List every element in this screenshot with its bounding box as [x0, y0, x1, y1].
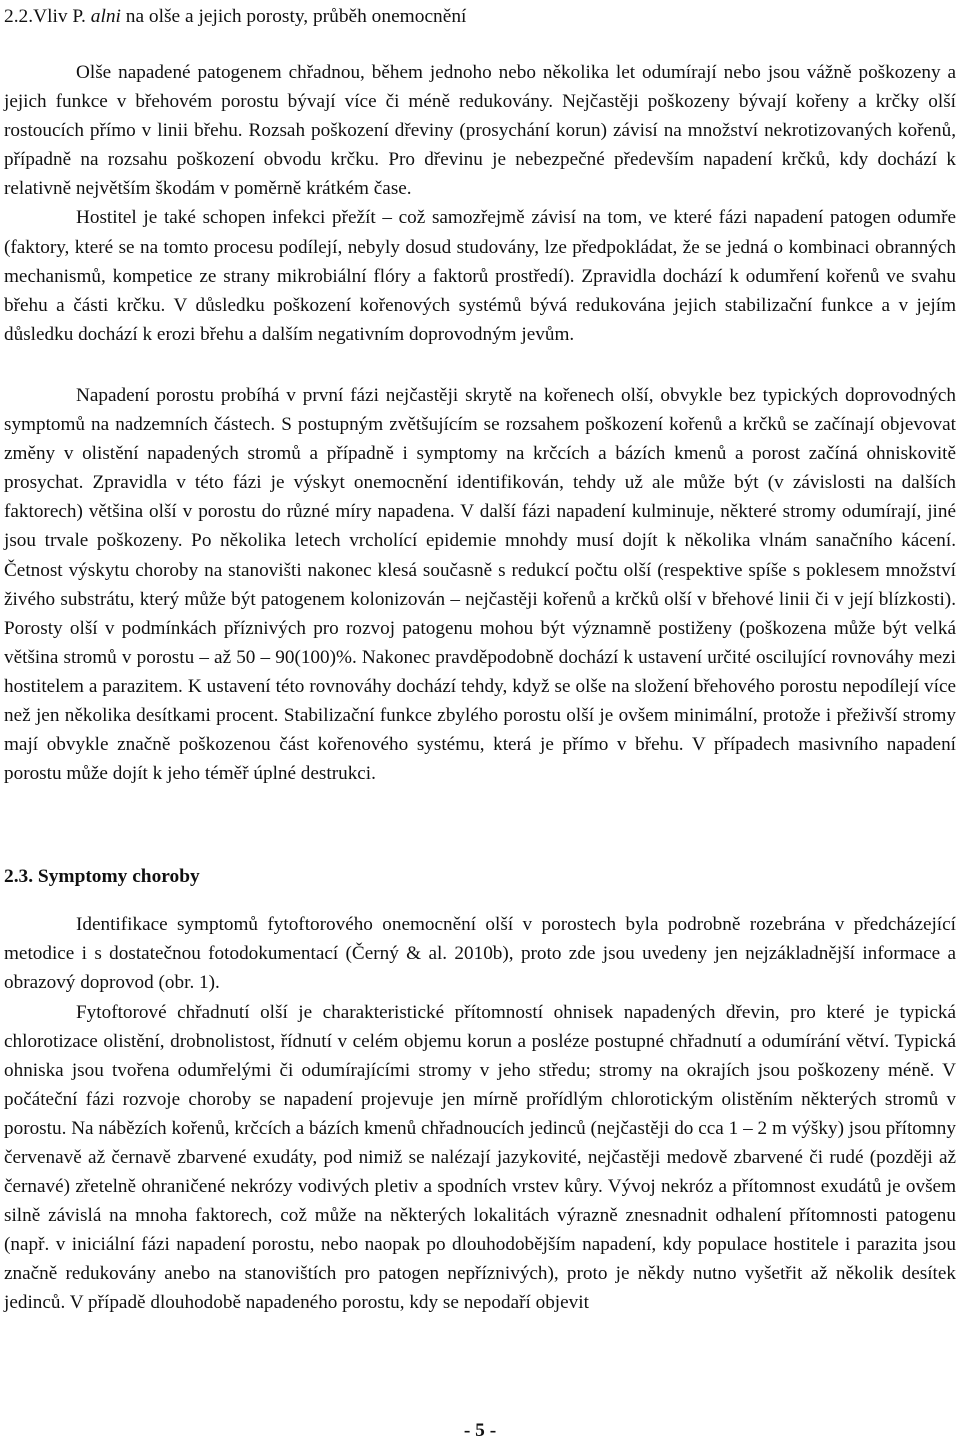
spacer: [4, 788, 956, 860]
section-heading-2-3: 2.3. Symptomy choroby: [4, 866, 200, 888]
heading-prefix: 2.2.Vliv P.: [4, 6, 91, 27]
section-heading-2-2: [4, 0, 956, 34]
heading-suffix: na olše a jejich porosty, průběh onemocnění: [120, 6, 467, 27]
page-number: - 5 -: [463, 1420, 497, 1441]
paragraph-2-2-1: Olše napadené patogenem chřadnou, během jednoho nebo několika let odumírají nebo jsou vážně poškozeny a jejich funkce v břehovém porostu bývají více či méně redukovány. Nejčastěji poškozeny bývají kořeny a krčky olší rostoucích přímo v linii břehu. Rozsah poškození dřeviny (prosychání korun) závisí na množství nekrotizovaných kořenů, případně na rozsahu poškození obvodu krčku. Pro dřevinu je nebezpečné především napadení krčků, kdy dochází k relativně největším škodám v poměrně krátkém čase.: [4, 62, 956, 200]
document-page: [4, 0, 956, 1318]
spacer: [4, 349, 956, 381]
spacer: [4, 894, 956, 910]
paragraph-2-3-2: Fytoftorové chřadnutí olší je charakteristické přítomností ohnisek napadených dřevin, pro které je typická chlorotizace olistění, drobnolistost, řídnutí v celém objemu korun a posléze postupné chřadnutí a odumírání větví. Typická ohniska jsou tvořena odumřelými či odumírajícími stromy v jeho středu; stromy na okrajích jsou poškozeny méně. V počáteční fázi rozvoje choroby se napadení projevuje jen mírně prořídlým chlorotickým olistěním některých stromů v porostu. Na nábězích kořenů, krčcích a bázích kmenů chřadnoucích jedinců (nejčastěji do cca 1 – 2 m výšky) jsou přítomny červenavě až černavě zbarvené exudáty, pod nimiž se nalézají jazykovité, nejčastěji medově zbarvené či rudé (později až černavé) zřetelně ohraničené nekrózy vodivých pletiv a spodních vrstev kůry. Vývoj nekróz a přítomnost exudátů je ovšem silně závislá na mnoha faktorech, což může na některých lokalitách výrazně znesnadnit odhalení přítomnosti patogenu (např. v iniciální fázi napadení porostu, nebo naopak po dlouhodobějším napadení, kdy populace hostitele i parazita jsou značně redukovány anebo na stanovištích pro patogen nepříznivých), proto je někdy nutno vyšetřit až několik desítek jedinců. V případě dlouhodobě napadeného porostu, kdy se nepodaří objevit: [4, 1001, 956, 1314]
heading-italic-species: alni: [90, 6, 121, 27]
paragraph-2-2-2: Hostitel je také schopen infekci přežít – což samozřejmě závisí na tom, ve které fázi napadení patogen odumře (faktory, které se na tomto procesu podílejí, nebyly dosud studovány, lze předpokládat, že se jedná o kombinaci obranných mechanismů, kompetice ze strany mikrobiální flóry a faktorů prostředí). Zpravidla dochází k odumření kořenů ve svahu břehu a části krčku. V důsledku poškození kořenových systémů bývá redukována jejich stabilizační funkce a v jejím důsledku dochází k erozi břehu a dalším negativním doprovodným jevům.: [4, 207, 956, 345]
spacer: [4, 34, 956, 58]
paragraph-2-2-3: Napadení porostu probíhá v první fázi nejčastěji skrytě na kořenech olší, obvykle bez typických doprovodných symptomů na nadzemních částech. S postupným zvětšujícím se rozsahem poškození kořenů a krčků se začínají objevovat změny v olistění napadených stromů a případně i symptomy na krčcích a bázích kmenů a porost začíná ohniskovitě prosychat. Zpravidla v této fázi je výskyt onemocnění identifikován, tehdy už ale může být (v závislosti na dalších faktorech) většina olší v porostu do různé míry napadena. V další fázi napadení kulminuje, některé stromy odumírají, jiné jsou trvale poškozeny. Po několika letech vrcholící epidemie mnohdy musí dojít k několika vlnám sanačního kácení. Četnost výskytu choroby na stanovišti nakonec klesá současně s redukcí počtu olší (respektive spíše s poklesem množství živého substrátu, který může být patogenem kolonizován – nejčastěji kořenů a krčků olší v břehové linii či v její blízkosti). Porosty olší v podmínkách příznivých pro rozvoj patogenu mohou být významně postiženy (poškozena může být velká většina stromů v porostu – až 50 – 90(100)%. Nakonec pravděpodobně dochází k ustavení určité oscilující rovnováhy mezi hostitelem a parazitem. K ustavení této rovnováhy dochází tehdy, když se olše na složení břehového porostu nepodílejí více než jen několika desítkami procent. Stabilizační funkce zbylého porostu olší je ovšem minimální, protože i přeživší stromy mají obvykle značně poškozenou část kořenového systému, která je přímo v břehu. V případech masivního napadení porostu může dojít k jeho téměř úplné destrukci.: [4, 384, 956, 785]
paragraph-2-3-1: Identifikace symptomů fytoftorového onemocnění olší v porostech byla podrobně rozebrána v předcházející metodice i s dostatečnou fotodokumentací (Černý & al. 2010b), proto zde jsou uvedeny jen nejzákladnější informace a obrazový doprovod (obr. 1).: [4, 914, 956, 994]
